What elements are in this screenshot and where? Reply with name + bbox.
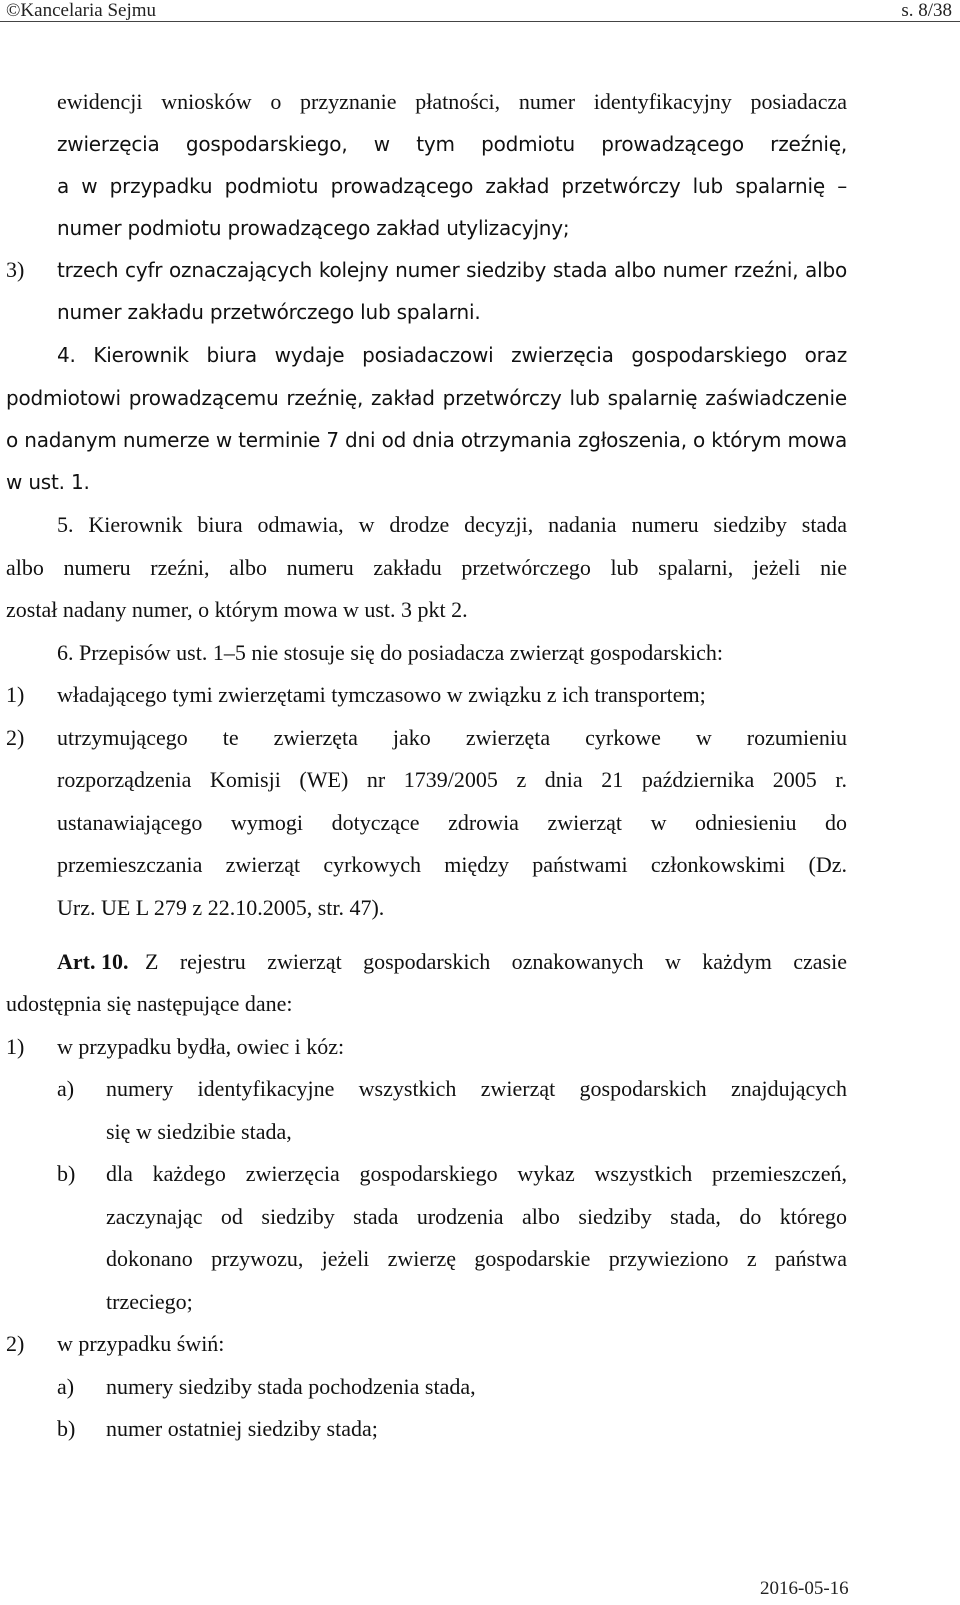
item3-line1: trzech cyfr oznaczających kolejny numer siedziby stada albo numer rzeźni, albo [57,258,847,282]
art10-item1-b-line3: dokonano przywozu, jeżeli zwierzę gospodarskie przywieziono z państwa [106,1246,847,1271]
para1-line1: ewidencji wniosków o przyznanie płatności, numer identyfikacyjny posiadacza [57,89,847,114]
art10-item1-a-line2: się w siedzibie stada, [106,1119,292,1144]
footer-date: 2016-05-16 [760,1578,849,1599]
art10-item2-a-letter: a) [57,1374,75,1399]
ust6-line1: 6. Przepisów ust. 1–5 nie stosuje się do posiadacza zwierząt gospodarskich: [57,640,723,665]
art10-item1-b-letter: b) [57,1161,76,1186]
header-source: ©Kancelaria Sejmu [6,0,157,21]
ust6-item2-line5: Urz. UE L 279 z 22.10.2005, str. 47). [57,895,385,920]
art10-item2-number: 2) [6,1331,25,1356]
ust6-item1-number: 1) [6,682,25,707]
art10-item1: w przypadku bydła, owiec i kóz: [57,1034,345,1059]
para1-line3: a w przypadku podmiotu prowadzącego zakład przetwórczy lub spalarnię – [57,174,847,198]
ust5-line3: został nadany numer, o którym mowa w ust. 3 pkt 2. [6,597,468,622]
ust6-item2-line4: przemieszczania zwierząt cyrkowych między państwami członkowskimi (Dz. [57,852,847,877]
ust6-item2-line2: rozporządzenia Komisji (WE) nr 1739/2005 z dnia 21 października 2005 r. [57,767,847,792]
ust6-item2-line1: utrzymującego te zwierzęta jako zwierzęta cyrkowe w rozumieniu [57,725,847,750]
art10-item1-b-line1: dla każdego zwierzęcia gospodarskiego wykaz wszystkich przemieszczeń, [106,1161,847,1186]
ust4-line1: 4. Kierownik biura wydaje posiadaczowi zwierzęcia gospodarskiego oraz [57,343,847,367]
ust4-line2: podmiotowi prowadzącemu rzeźnię, zakład przetwórczy lub spalarnię zaświadczenie [6,386,847,410]
ust6-item2-line3: ustanawiającego wymogi dotyczące zdrowia zwierząt w odniesieniu do [57,810,847,835]
header-page-number: s. 8/38 [901,0,952,21]
art10-item1-a-letter: a) [57,1076,75,1101]
art10-item2-a: numery siedziby stada pochodzenia stada, [106,1374,476,1399]
ust4-line4: w ust. 1. [6,470,90,494]
art10-line1: Z rejestru zwierząt gospodarskich oznakowanych w każdym czasie [145,949,847,974]
ust6-item2-number: 2) [6,725,25,750]
item3-line2: numer zakładu przetwórczego lub spalarni. [57,300,481,324]
art10-item2-b: numer ostatniej siedziby stada; [106,1416,378,1441]
ust6-item1: władającego tymi zwierzętami tymczasowo w związku z ich transportem; [57,682,706,707]
art10-line2: udostępnia się następujące dane: [6,991,293,1016]
art10-item1-b-line4: trzeciego; [106,1289,193,1314]
art10-label: Art. 10. [57,949,129,974]
art10-item1-a-line1: numery identyfikacyjne wszystkich zwierząt gospodarskich znajdujących [106,1076,847,1101]
para1-line4: numer podmiotu prowadzącego zakład utylizacyjny; [57,216,570,240]
art10-item2-b-letter: b) [57,1416,76,1441]
art10-item2: w przypadku świń: [57,1331,225,1356]
para1-line2: zwierzęcia gospodarskiego, w tym podmiotu prowadzącego rzeźnię, [57,132,847,156]
header-rule [0,21,960,22]
item3-number: 3) [6,257,25,282]
ust5-line2: albo numeru rzeźni, albo numeru zakładu przetwórczego lub spalarni, jeżeli nie [6,555,847,580]
art10-item1-b-line2: zaczynając od siedziby stada urodzenia albo siedziby stada, do którego [106,1204,847,1229]
ust5-line1: 5. Kierownik biura odmawia, w drodze decyzji, nadania numeru siedziby stada [57,512,847,537]
ust4-line3: o nadanym numerze w terminie 7 dni od dnia otrzymania zgłoszenia, o którym mowa [6,428,847,452]
art10-item1-number: 1) [6,1034,25,1059]
